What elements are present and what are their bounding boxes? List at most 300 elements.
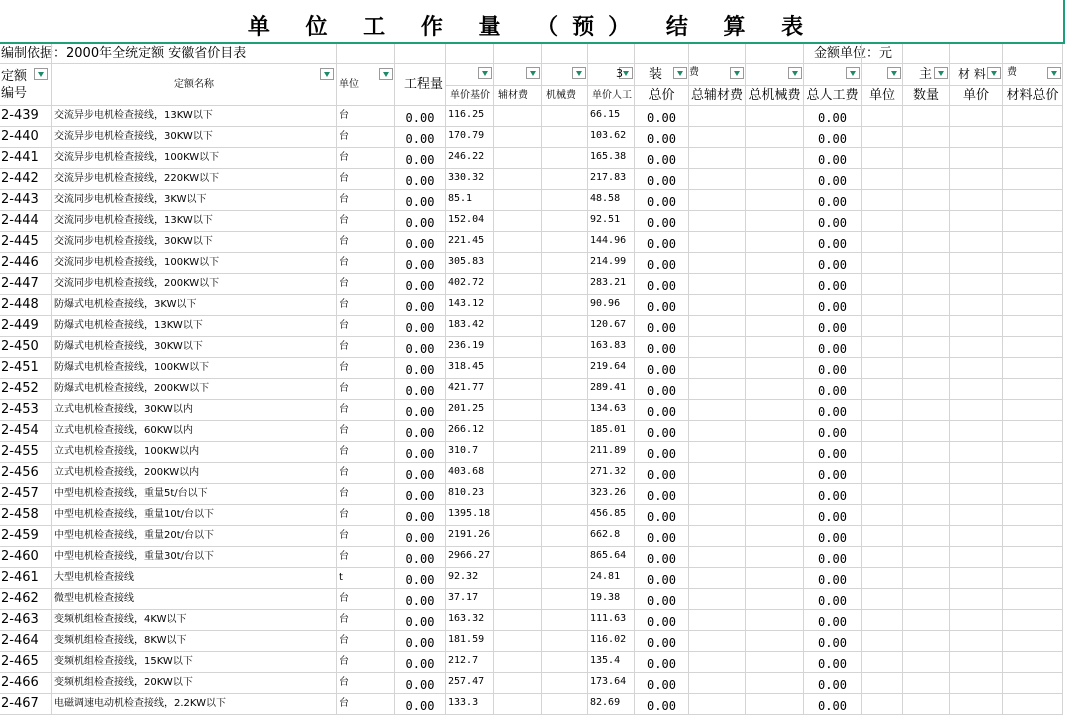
row-total-labor[interactable]: 0.00	[804, 253, 862, 274]
row-labor-price[interactable]: 66.15	[588, 106, 635, 127]
row-labor-price[interactable]: 24.81	[588, 568, 635, 589]
row-quantity[interactable]: 0.00	[395, 169, 446, 190]
row-unit[interactable]: 台	[337, 190, 395, 211]
row-total-machinery[interactable]	[746, 442, 804, 463]
row-material-cell[interactable]	[950, 610, 1003, 631]
row-name[interactable]: 交流同步电机检查接线，3KW以下	[52, 190, 337, 211]
row-material-cell[interactable]	[950, 400, 1003, 421]
row-material-cell[interactable]	[903, 106, 950, 127]
row-total-machinery[interactable]	[746, 673, 804, 694]
row-total[interactable]: 0.00	[635, 379, 689, 400]
row-material-cell[interactable]	[950, 421, 1003, 442]
row-quantity[interactable]: 0.00	[395, 673, 446, 694]
row-total[interactable]: 0.00	[635, 106, 689, 127]
row-material-cell[interactable]	[950, 589, 1003, 610]
row-code[interactable]: 2-462	[0, 589, 52, 610]
row-total-labor[interactable]: 0.00	[804, 379, 862, 400]
row-name[interactable]: 电磁调速电动机检查接线，2.2KW以下	[52, 694, 337, 715]
row-unit[interactable]: 台	[337, 316, 395, 337]
row-code[interactable]: 2-445	[0, 232, 52, 253]
row-total[interactable]: 0.00	[635, 274, 689, 295]
info-row-cell[interactable]	[337, 44, 395, 64]
row-quantity[interactable]: 0.00	[395, 148, 446, 169]
row-total[interactable]: 0.00	[635, 148, 689, 169]
row-name[interactable]: 交流同步电机检查接线，13KW以下	[52, 211, 337, 232]
row-material-cell[interactable]	[1003, 127, 1063, 148]
row-material-cell[interactable]	[1003, 232, 1063, 253]
row-unit[interactable]: 台	[337, 547, 395, 568]
row-unit[interactable]: 台	[337, 463, 395, 484]
header-quantity[interactable]: 工程量	[395, 64, 446, 106]
row-code[interactable]: 2-441	[0, 148, 52, 169]
row-machinery[interactable]	[542, 232, 588, 253]
row-material-cell[interactable]	[1003, 673, 1063, 694]
row-labor-price[interactable]: 90.96	[588, 295, 635, 316]
row-total-machinery[interactable]	[746, 400, 804, 421]
row-material-cell[interactable]	[1003, 211, 1063, 232]
row-total-aux[interactable]	[689, 673, 746, 694]
row-material-cell[interactable]	[1003, 358, 1063, 379]
row-unit[interactable]: 台	[337, 379, 395, 400]
row-material-cell[interactable]	[950, 232, 1003, 253]
info-row-cell[interactable]	[862, 44, 903, 64]
row-name[interactable]: 中型电机检查接线，重量30t/台以下	[52, 547, 337, 568]
row-name[interactable]: 防爆式电机检查接线，13KW以下	[52, 316, 337, 337]
row-material-cell[interactable]	[1003, 547, 1063, 568]
row-total-machinery[interactable]	[746, 652, 804, 673]
row-material-cell[interactable]	[862, 610, 903, 631]
row-total-labor[interactable]: 0.00	[804, 442, 862, 463]
row-material-cell[interactable]	[903, 673, 950, 694]
row-material-cell[interactable]	[1003, 274, 1063, 295]
row-material-cell[interactable]	[862, 316, 903, 337]
row-total-machinery[interactable]	[746, 190, 804, 211]
row-material-cell[interactable]	[1003, 631, 1063, 652]
row-material-cell[interactable]	[903, 463, 950, 484]
row-total[interactable]: 0.00	[635, 232, 689, 253]
row-total-machinery[interactable]	[746, 232, 804, 253]
row-material-cell[interactable]	[1003, 400, 1063, 421]
row-labor-price[interactable]: 116.02	[588, 631, 635, 652]
row-material-cell[interactable]	[903, 190, 950, 211]
subheader-10[interactable]: 单价	[950, 86, 1003, 106]
row-material-cell[interactable]	[862, 421, 903, 442]
row-quantity[interactable]: 0.00	[395, 442, 446, 463]
row-code[interactable]: 2-446	[0, 253, 52, 274]
row-material-cell[interactable]	[903, 610, 950, 631]
row-aux-material[interactable]	[494, 232, 542, 253]
row-material-cell[interactable]	[862, 253, 903, 274]
row-material-cell[interactable]	[1003, 694, 1063, 715]
row-unit[interactable]: 台	[337, 442, 395, 463]
row-total-labor[interactable]: 0.00	[804, 484, 862, 505]
row-machinery[interactable]	[542, 442, 588, 463]
row-total-labor[interactable]: 0.00	[804, 337, 862, 358]
row-material-cell[interactable]	[950, 358, 1003, 379]
row-material-cell[interactable]	[1003, 106, 1063, 127]
subheader-9[interactable]: 数量	[903, 86, 950, 106]
row-material-cell[interactable]	[950, 148, 1003, 169]
row-quantity[interactable]: 0.00	[395, 484, 446, 505]
row-total-aux[interactable]	[689, 652, 746, 673]
row-material-cell[interactable]	[950, 190, 1003, 211]
row-total-aux[interactable]	[689, 211, 746, 232]
row-total-aux[interactable]	[689, 169, 746, 190]
row-material-cell[interactable]	[950, 316, 1003, 337]
row-total-machinery[interactable]	[746, 547, 804, 568]
row-material-cell[interactable]	[1003, 484, 1063, 505]
row-base-price[interactable]: 403.68	[446, 463, 494, 484]
row-material-cell[interactable]	[950, 547, 1003, 568]
row-base-price[interactable]: 421.77	[446, 379, 494, 400]
row-total-aux[interactable]	[689, 610, 746, 631]
row-material-cell[interactable]	[950, 253, 1003, 274]
row-total-machinery[interactable]	[746, 127, 804, 148]
row-unit[interactable]: t	[337, 568, 395, 589]
row-material-cell[interactable]	[950, 673, 1003, 694]
row-name[interactable]: 立式电机检查接线，100KW以内	[52, 442, 337, 463]
row-labor-price[interactable]: 92.51	[588, 211, 635, 232]
row-code[interactable]: 2-439	[0, 106, 52, 127]
row-material-cell[interactable]	[950, 505, 1003, 526]
info-row-cell[interactable]	[52, 44, 337, 64]
subheader-8[interactable]: 单位	[862, 86, 903, 106]
row-base-price[interactable]: 402.72	[446, 274, 494, 295]
row-material-cell[interactable]	[862, 631, 903, 652]
row-labor-price[interactable]: 185.01	[588, 421, 635, 442]
row-base-price[interactable]: 318.45	[446, 358, 494, 379]
row-base-price[interactable]: 201.25	[446, 400, 494, 421]
row-material-cell[interactable]	[862, 190, 903, 211]
row-material-cell[interactable]	[1003, 169, 1063, 190]
row-total[interactable]: 0.00	[635, 589, 689, 610]
row-base-price[interactable]: 266.12	[446, 421, 494, 442]
row-total-aux[interactable]	[689, 190, 746, 211]
row-total-aux[interactable]	[689, 547, 746, 568]
row-total[interactable]: 0.00	[635, 169, 689, 190]
unit-filter-dropdown-icon[interactable]	[379, 68, 393, 80]
row-base-price[interactable]: 170.79	[446, 127, 494, 148]
row-code[interactable]: 2-453	[0, 400, 52, 421]
row-quantity[interactable]: 0.00	[395, 526, 446, 547]
row-total[interactable]: 0.00	[635, 442, 689, 463]
row-machinery[interactable]	[542, 421, 588, 442]
row-labor-price[interactable]: 271.32	[588, 463, 635, 484]
subheader-2[interactable]: 机械费	[542, 86, 588, 106]
row-unit[interactable]: 台	[337, 610, 395, 631]
row-code[interactable]: 2-466	[0, 673, 52, 694]
row-material-cell[interactable]	[1003, 295, 1063, 316]
row-total-labor[interactable]: 0.00	[804, 316, 862, 337]
row-labor-price[interactable]: 163.83	[588, 337, 635, 358]
row-total[interactable]: 0.00	[635, 673, 689, 694]
row-total-aux[interactable]	[689, 358, 746, 379]
subheader-1[interactable]: 辅材费	[494, 86, 542, 106]
row-labor-price[interactable]: 82.69	[588, 694, 635, 715]
row-total-machinery[interactable]	[746, 631, 804, 652]
subheader-5[interactable]: 总辅材费	[689, 86, 746, 106]
row-total-aux[interactable]	[689, 316, 746, 337]
row-total-aux[interactable]	[689, 379, 746, 400]
row-material-cell[interactable]	[862, 652, 903, 673]
row-total-aux[interactable]	[689, 274, 746, 295]
info-row-cell[interactable]	[950, 44, 1003, 64]
row-code[interactable]: 2-447	[0, 274, 52, 295]
row-code[interactable]: 2-452	[0, 379, 52, 400]
row-aux-material[interactable]	[494, 148, 542, 169]
row-total-machinery[interactable]	[746, 589, 804, 610]
row-material-cell[interactable]	[903, 295, 950, 316]
row-code[interactable]: 2-464	[0, 631, 52, 652]
row-base-price[interactable]: 85.1	[446, 190, 494, 211]
row-base-price[interactable]: 152.04	[446, 211, 494, 232]
row-name[interactable]: 大型电机检查接线	[52, 568, 337, 589]
row-labor-price[interactable]: 165.38	[588, 148, 635, 169]
row-labor-price[interactable]: 865.64	[588, 547, 635, 568]
row-machinery[interactable]	[542, 148, 588, 169]
row-quantity[interactable]: 0.00	[395, 463, 446, 484]
row-material-cell[interactable]	[903, 526, 950, 547]
row-machinery[interactable]	[542, 652, 588, 673]
row-quantity[interactable]: 0.00	[395, 253, 446, 274]
row-unit[interactable]: 台	[337, 358, 395, 379]
row-total[interactable]: 0.00	[635, 211, 689, 232]
row-quantity[interactable]: 0.00	[395, 232, 446, 253]
row-total-labor[interactable]: 0.00	[804, 505, 862, 526]
row-total[interactable]: 0.00	[635, 316, 689, 337]
row-total-aux[interactable]	[689, 568, 746, 589]
row-machinery[interactable]	[542, 106, 588, 127]
subheader-0[interactable]: 单价基价	[446, 86, 494, 106]
info-row-cell[interactable]	[746, 44, 804, 64]
row-aux-material[interactable]	[494, 463, 542, 484]
row-base-price[interactable]: 133.3	[446, 694, 494, 715]
row-material-cell[interactable]	[862, 526, 903, 547]
row-total-aux[interactable]	[689, 526, 746, 547]
info-row-cell[interactable]	[903, 44, 950, 64]
row-total-machinery[interactable]	[746, 568, 804, 589]
row-unit[interactable]: 台	[337, 421, 395, 442]
row-total-machinery[interactable]	[746, 421, 804, 442]
row-quantity[interactable]: 0.00	[395, 295, 446, 316]
row-quantity[interactable]: 0.00	[395, 631, 446, 652]
row-total[interactable]: 0.00	[635, 568, 689, 589]
row-base-price[interactable]: 257.47	[446, 673, 494, 694]
row-code[interactable]: 2-459	[0, 526, 52, 547]
row-material-cell[interactable]	[862, 232, 903, 253]
row-machinery[interactable]	[542, 631, 588, 652]
row-machinery[interactable]	[542, 358, 588, 379]
row-name[interactable]: 变频机组检查接线，8KW以下	[52, 631, 337, 652]
row-total-labor[interactable]: 0.00	[804, 127, 862, 148]
row-unit[interactable]: 台	[337, 652, 395, 673]
row-code[interactable]: 2-463	[0, 610, 52, 631]
row-code[interactable]: 2-467	[0, 694, 52, 715]
row-base-price[interactable]: 116.25	[446, 106, 494, 127]
row-base-price[interactable]: 2966.27	[446, 547, 494, 568]
row-unit[interactable]: 台	[337, 673, 395, 694]
row-material-cell[interactable]	[1003, 505, 1063, 526]
row-total-machinery[interactable]	[746, 211, 804, 232]
row-material-cell[interactable]	[1003, 337, 1063, 358]
row-material-cell[interactable]	[950, 484, 1003, 505]
row-total-labor[interactable]: 0.00	[804, 610, 862, 631]
row-material-cell[interactable]	[903, 652, 950, 673]
row-aux-material[interactable]	[494, 652, 542, 673]
row-machinery[interactable]	[542, 568, 588, 589]
row-material-cell[interactable]	[862, 484, 903, 505]
row-quantity[interactable]: 0.00	[395, 106, 446, 127]
row-name[interactable]: 防爆式电机检查接线，3KW以下	[52, 295, 337, 316]
row-unit[interactable]: 台	[337, 484, 395, 505]
info-row-cell[interactable]	[446, 44, 494, 64]
row-unit[interactable]: 台	[337, 169, 395, 190]
row-aux-material[interactable]	[494, 484, 542, 505]
row-total-labor[interactable]: 0.00	[804, 421, 862, 442]
row-total[interactable]: 0.00	[635, 253, 689, 274]
row-aux-material[interactable]	[494, 211, 542, 232]
row-material-cell[interactable]	[862, 274, 903, 295]
column-filter-dropdown-icon[interactable]	[526, 67, 540, 79]
row-base-price[interactable]: 2191.26	[446, 526, 494, 547]
row-material-cell[interactable]	[903, 253, 950, 274]
row-material-cell[interactable]	[950, 274, 1003, 295]
row-material-cell[interactable]	[862, 673, 903, 694]
row-material-cell[interactable]	[903, 547, 950, 568]
row-code[interactable]: 2-448	[0, 295, 52, 316]
row-material-cell[interactable]	[903, 274, 950, 295]
row-total-machinery[interactable]	[746, 169, 804, 190]
row-name[interactable]: 变频机组检查接线，4KW以下	[52, 610, 337, 631]
row-aux-material[interactable]	[494, 106, 542, 127]
row-material-cell[interactable]	[950, 694, 1003, 715]
row-machinery[interactable]	[542, 169, 588, 190]
row-unit[interactable]: 台	[337, 589, 395, 610]
row-material-cell[interactable]	[903, 631, 950, 652]
row-material-cell[interactable]	[950, 169, 1003, 190]
column-filter-dropdown-icon[interactable]	[478, 67, 492, 79]
row-machinery[interactable]	[542, 190, 588, 211]
row-material-cell[interactable]	[1003, 589, 1063, 610]
row-material-cell[interactable]	[903, 127, 950, 148]
row-quantity[interactable]: 0.00	[395, 274, 446, 295]
info-row-cell[interactable]	[1003, 44, 1063, 64]
row-aux-material[interactable]	[494, 421, 542, 442]
row-unit[interactable]: 台	[337, 148, 395, 169]
row-code[interactable]: 2-443	[0, 190, 52, 211]
row-material-cell[interactable]	[1003, 316, 1063, 337]
row-aux-material[interactable]	[494, 694, 542, 715]
row-aux-material[interactable]	[494, 169, 542, 190]
row-aux-material[interactable]	[494, 295, 542, 316]
row-code[interactable]: 2-450	[0, 337, 52, 358]
row-base-price[interactable]: 305.83	[446, 253, 494, 274]
row-total-labor[interactable]: 0.00	[804, 358, 862, 379]
code-filter-dropdown-icon[interactable]	[34, 68, 48, 80]
row-total[interactable]: 0.00	[635, 484, 689, 505]
info-row-cell[interactable]	[0, 44, 52, 64]
row-name[interactable]: 防爆式电机检查接线，200KW以下	[52, 379, 337, 400]
row-machinery[interactable]	[542, 673, 588, 694]
row-unit[interactable]: 台	[337, 631, 395, 652]
row-unit[interactable]: 台	[337, 232, 395, 253]
row-material-cell[interactable]	[862, 463, 903, 484]
row-code[interactable]: 2-465	[0, 652, 52, 673]
row-material-cell[interactable]	[950, 379, 1003, 400]
row-material-cell[interactable]	[1003, 148, 1063, 169]
row-total-machinery[interactable]	[746, 463, 804, 484]
row-material-cell[interactable]	[1003, 379, 1063, 400]
row-material-cell[interactable]	[1003, 253, 1063, 274]
row-material-cell[interactable]	[903, 358, 950, 379]
header-unit[interactable]: 单位	[337, 64, 395, 106]
info-row-cell[interactable]	[689, 44, 746, 64]
row-material-cell[interactable]	[862, 295, 903, 316]
row-labor-price[interactable]: 19.38	[588, 589, 635, 610]
row-aux-material[interactable]	[494, 589, 542, 610]
row-labor-price[interactable]: 289.41	[588, 379, 635, 400]
row-code[interactable]: 2-458	[0, 505, 52, 526]
row-labor-price[interactable]: 662.8	[588, 526, 635, 547]
row-base-price[interactable]: 183.42	[446, 316, 494, 337]
row-machinery[interactable]	[542, 547, 588, 568]
row-material-cell[interactable]	[950, 463, 1003, 484]
row-material-cell[interactable]	[903, 316, 950, 337]
row-aux-material[interactable]	[494, 568, 542, 589]
row-material-cell[interactable]	[903, 337, 950, 358]
row-code[interactable]: 2-461	[0, 568, 52, 589]
row-total-aux[interactable]	[689, 463, 746, 484]
row-total[interactable]: 0.00	[635, 652, 689, 673]
row-material-cell[interactable]	[862, 148, 903, 169]
row-name[interactable]: 变频机组检查接线，15KW以下	[52, 652, 337, 673]
row-name[interactable]: 交流异步电机检查接线，220KW以下	[52, 169, 337, 190]
row-code[interactable]: 2-454	[0, 421, 52, 442]
row-total[interactable]: 0.00	[635, 337, 689, 358]
column-filter-dropdown-icon[interactable]	[673, 67, 687, 79]
row-aux-material[interactable]	[494, 127, 542, 148]
row-aux-material[interactable]	[494, 337, 542, 358]
row-machinery[interactable]	[542, 379, 588, 400]
row-name[interactable]: 中型电机检查接线，重量10t/台以下	[52, 505, 337, 526]
row-name[interactable]: 中型电机检查接线，重量20t/台以下	[52, 526, 337, 547]
row-code[interactable]: 2-460	[0, 547, 52, 568]
row-material-cell[interactable]	[903, 484, 950, 505]
row-material-cell[interactable]	[903, 694, 950, 715]
row-total-machinery[interactable]	[746, 316, 804, 337]
row-material-cell[interactable]	[903, 379, 950, 400]
row-quantity[interactable]: 0.00	[395, 652, 446, 673]
row-base-price[interactable]: 143.12	[446, 295, 494, 316]
row-material-cell[interactable]	[1003, 421, 1063, 442]
row-base-price[interactable]: 37.17	[446, 589, 494, 610]
subheader-11[interactable]: 材料总价	[1003, 86, 1063, 106]
row-material-cell[interactable]	[950, 442, 1003, 463]
info-row-cell[interactable]	[542, 44, 588, 64]
row-total[interactable]: 0.00	[635, 526, 689, 547]
row-base-price[interactable]: 810.23	[446, 484, 494, 505]
row-labor-price[interactable]: 456.85	[588, 505, 635, 526]
row-material-cell[interactable]	[903, 421, 950, 442]
row-base-price[interactable]: 330.32	[446, 169, 494, 190]
row-total-aux[interactable]	[689, 148, 746, 169]
row-aux-material[interactable]	[494, 379, 542, 400]
row-total[interactable]: 0.00	[635, 610, 689, 631]
row-machinery[interactable]	[542, 274, 588, 295]
row-total[interactable]: 0.00	[635, 400, 689, 421]
row-name[interactable]: 交流异步电机检查接线，13KW以下	[52, 106, 337, 127]
row-unit[interactable]: 台	[337, 274, 395, 295]
